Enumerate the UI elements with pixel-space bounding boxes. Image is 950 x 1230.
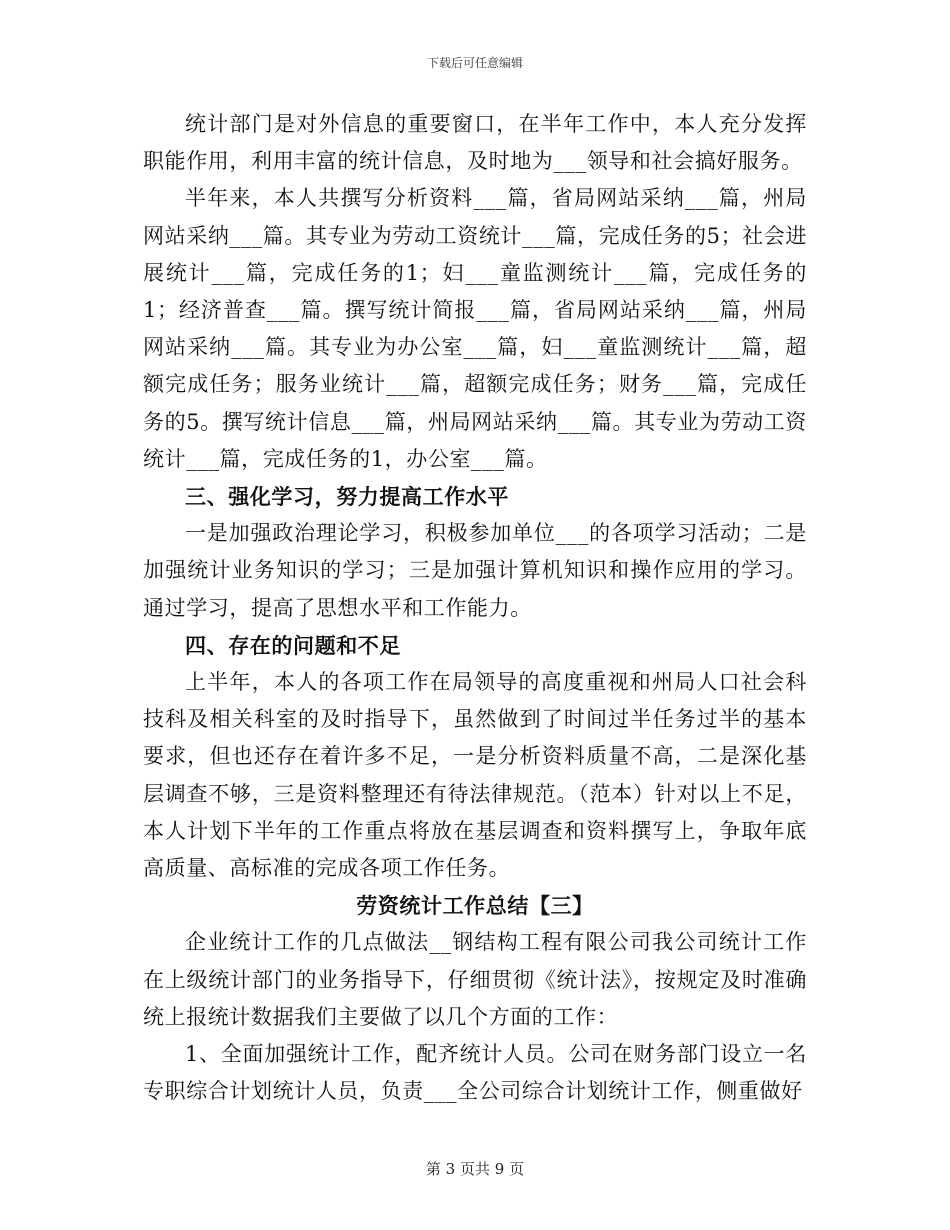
- document-body: [143, 106, 807, 1110]
- paragraph-staffing: 1、全面加强统计工作，配齐统计人员。公司在财务部门设立一名专职综合计划统计人员，负责___全公司综合计划统计工作，侧重做好: [143, 1042, 807, 1104]
- paragraph-problems: 上半年，本人的各项工作在局领导的高度重视和州局人口社会科技科及相关科室的及时指导下，虽然做到了时间过半任务过半的基本要求，但也还存在着许多不足，一是分析资料质量不高，二是深化基层调查不够，三是资料整理还有待法律规范。（范本）针对以上不足，本人计划下半年的工作重点将放在基层调查和资料撰写上，争取年底高质量、高标准的完成各项工作任务。: [143, 670, 807, 881]
- heading-strengthen-learning: 三、强化学习，努力提高工作水平: [185, 484, 509, 510]
- paragraph-statistics-window: 统计部门是对外信息的重要窗口，在半年工作中，本人充分发挥职能作用，利用丰富的统计信息，及时地为___领导和社会搞好服务。: [143, 112, 807, 174]
- page-header: 下载后可任意编辑: [426, 56, 523, 70]
- paragraph-half-year-reports: 半年来，本人共撰写分析资料___篇，省局网站采纳___篇，州局网站采纳___篇。其专业为劳动工资统计___篇，完成任务的5；社会进展统计___篇，完成任务的1；妇___童监测统计___篇，完成任务的1；经济普查___篇。撰写统计简报___篇，省局网站采纳___篇，州局网站采纳___篇。其专业为办公室___篇，妇___童监测统计___篇，超额完成任务；服务业统计___篇，超额完成任务；财务___篇，完成任务的5。撰写统计信息___篇，州局网站采纳___篇。其专业为劳动工资统计___篇，完成任务的1，办公室___篇。: [143, 186, 807, 471]
- heading-problems: 四、存在的问题和不足: [185, 632, 401, 658]
- paragraph-learning: 一是加强政治理论学习，积极参加单位___的各项学习活动；二是加强统计业务知识的学习；三是加强计算机知识和操作应用的学习。通过学习，提高了思想水平和工作能力。: [143, 521, 807, 620]
- page-footer: 第 3 页共 9 页: [425, 1160, 525, 1178]
- paragraph-enterprise-statistics: 企业统计工作的几点做法__钢结构工程有限公司我公司统计工作在上级统计部门的业务指导下，仔细贯彻《统计法》，按规定及时准确统上报统计数据我们主要做了以几个方面的工作：: [143, 930, 807, 1029]
- section-title: 劳资统计工作总结【三】: [356, 893, 594, 919]
